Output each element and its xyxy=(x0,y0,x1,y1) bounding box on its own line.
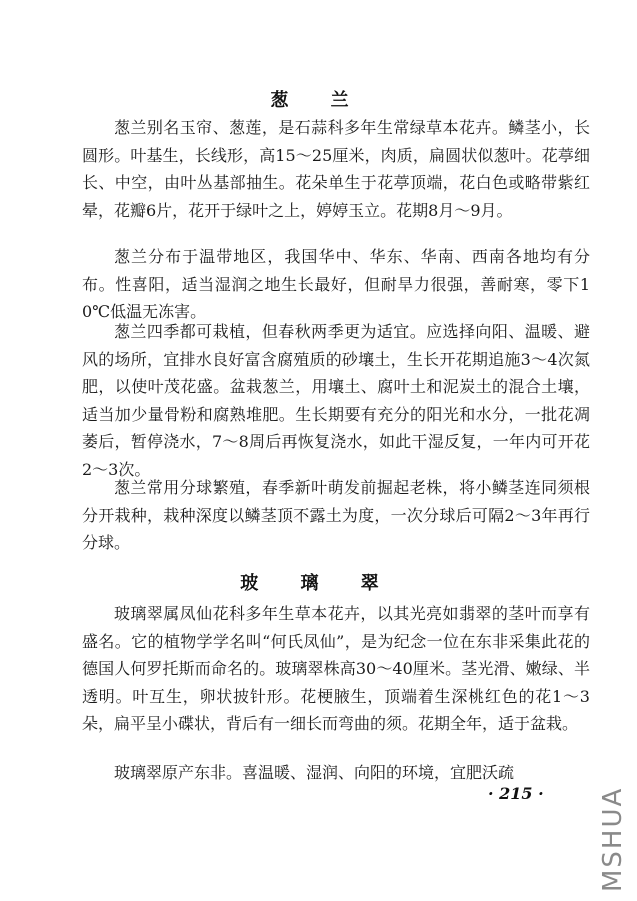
paragraph-propagation: 葱兰常用分球繁殖，春季新叶萌发前掘起老株，将小鳞茎连同须根分开栽种，栽种深度以鳞茎顶不露土为度，一次分球后可隔2～3年再行分球。 xyxy=(82,478,590,552)
page-number: · 215 · xyxy=(488,784,544,803)
section-title-onion-orchid: 葱 兰 xyxy=(270,90,367,111)
paragraph-description: 玻璃翠属凤仙花科多年生草本花卉，以其光亮如翡翠的茎叶而享有盛名。它的植物学学名叫“何氏凤仙”，是为纪念一位在东非采集此花的德国人何罗托斯而命名的。玻璃翠株高30～40厘米。茎光滑、嫩绿、半透明。叶互生，卵状披针形。花梗腋生，顶端着生深桃红色的花1～3朵，扁平呈小碟状，背后有一细长而弯曲的须。花期全年，适于盆栽。 xyxy=(82,604,590,733)
section-title-glass-jade: 玻 璃 翠 xyxy=(240,573,397,594)
paragraph-distribution: 葱兰分布于温带地区，我国华中、华东、华南、西南各地均有分布。性喜阳，适当湿润之地生长最好，但耐旱力很强，善耐寒，零下10℃低温无冻害。 xyxy=(82,247,590,321)
paragraph-habitat: 玻璃翠原产东非。喜温暖、湿润、向阳的环境，宜肥沃疏 xyxy=(114,763,515,782)
paragraph-description: 葱兰别名玉帘、葱莲，是石蒜科多年生常绿草本花卉。鳞茎小，长圆形。叶基生，长线形，高15～25厘米，肉质，扁圆状似葱叶。花葶细长、中空，由叶丛基部抽生。花朵单生于花葶顶端，花白色或略带紫红晕，花瓣6片，花开于绿叶之上，婷婷玉立。花期8月～9月。 xyxy=(82,118,590,220)
paragraph-cultivation: 葱兰四季都可栽植，但春秋两季更为适宜。应选择向阳、温暖、避风的场所，宜排水良好富含腐殖质的砂壤土，生长开花期追施3～4次氮肥，以使叶茂花盛。盆栽葱兰，用壤土、腐叶土和泥炭土的混合土壤，适当加少量骨粉和腐熟堆肥。生长期要有充分的阳光和水分，一批花凋萎后，暂停浇水，7～8周后再恢复浇水，如此干湿反复，一年内可开花2～3次。 xyxy=(82,322,590,479)
watermark: MSHUA xyxy=(598,786,628,892)
